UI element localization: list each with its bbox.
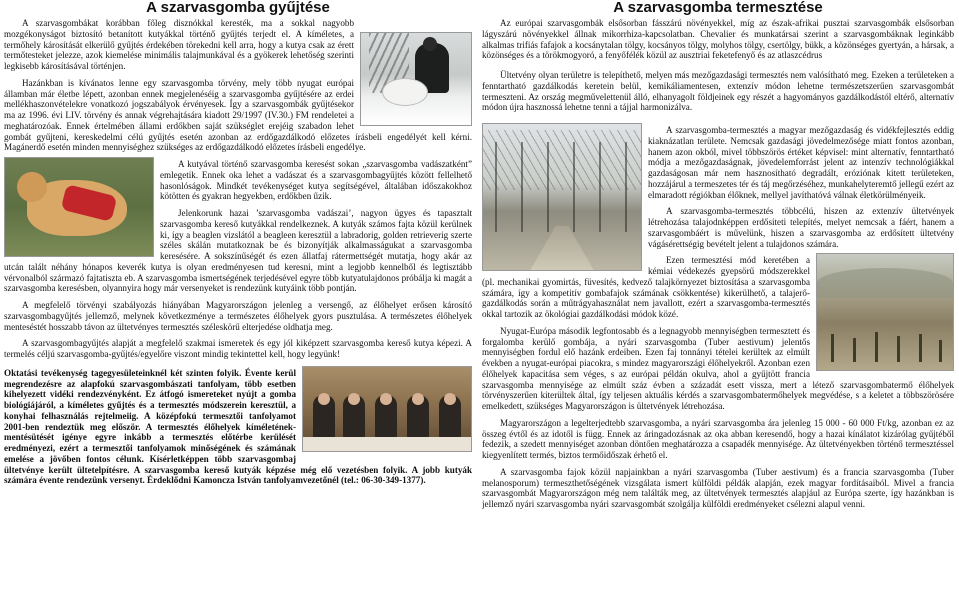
knowledge-paragraph: A szarvasgombagyűjtés alapját a megfelelő szakmai ismeretek és egy jól kiképzett szarvasgomba kereső kutya képezi. A termelés céljú szarvasgomba-gyűjtés/egyelőre viszont mindig tekintettel kell, hogy legyünk! [4,338,472,359]
species-paragraph: A szarvasgomba fajok közül napjainkban a nyári szarvasgomba (Tuber aestivum) és a francia szarvasgomba (Tuber melanosporum) termeszthetőségének vizsgálata ismert külföldi példák alapján, ezek magyar fordításaiból. Mivel a francia szarvasgombát Magyarországon még nem találták meg, az ültetvények termesztés alapjául az Európa szerte, így hazánkban is jellemző nyári szarvasgomba nyári szarvasgombát szolgálja külföldi eredményeket csélezni alapul venni. [482,466,954,509]
left-title: A szarvasgomba gyűjtése [146,0,330,16]
law-paragraph: Hazánkban is kívánatos lenne egy szarvasgomba törvény, mely több nyugat európai államban már életbe lépett, azonban ennek megjelenéséig a szarvasgomba gyűjtésére az erdei mellékhaszonvételekre vonatkozó jogszabályok érvényesek. Így a szarvasgombák gyűjtésekor ma az 1996. évi LIV. törvény és annak végrehajtására kiadott 29/1997 (IV.30.) FM rendeletei a meghatározóak. Ennek értelmében állami erdőkben saját szükséglet erejéig szabadon lehet gombát gyűjteni, kereskedelmi célú gyűjtés esetén azonban az erdőgazdálkodó előzetes írásbeli engedélyét kell kérni. Magánerdő esetén minden mennyiséghez szükséges az erdőgazdálkodó előzetes írásbeli engedélye. [4,77,472,153]
agriculture-value-paragraph: A szarvasgomba-termesztés a magyar mezőgazdaság és vidékfejlesztés eddig kiaknázatlan területe. Nemcsak gazdasági jövedelmezősége miatt fontos azonban, hanem azon okból, mivel többszörös értéket képvisel: mint alternatív, fenntartható módja a mezőgazdaságnak, jövedelemforrást jelent az intenzív technológiákkal gazdaságosan már nem hasznosítható degradált, eróziónak kitett területeken, hozzájárul a termeszetes tér és táj megőrzéséhez, munkahelyteremtő jellegű ezért az elmaradott régiókban élőknek, mellyel javíthatóvá válnak életkörülményeik. [648,125,954,200]
plantation-land-paragraph: Ültetvény olyan területre is telepíthető, melyen más mezőgazdasági termesztés nem valósítható meg. Ezeken a területeken a fenntartható gazdálkodás keretein belül, kemikáliamentesen, extenzív módon lehetne természetszerűen szarvasgombát termeszteni. Az ország megművelettenül álló, elhanyagolt földjeinek egy részét a hagyományos gazdálkodástól eltérő, alternatív módon újra hasznossá lehetne tenni a tájjal harmonizálva. [482,70,954,113]
right-column [482,0,954,615]
regulation-paragraph: A megfelelő törvényi szabályozás hiányában Magyarországon jelenleg a versengő, az élőhelyet erősen károsító szarvasgombagyűjtés jellemző, melynek következménye a természetes élőhelyek gyors pusztulása. A természetes élőhelyek menteséstét hosszabb távon az ültetvényes termesztés széleskörű elterjedése oldhatja meg. [4,300,472,332]
education-paragraph: Oktatási tevékenység tagegyesületeinknél két szinten folyik. Évente kerül megrendezésre az alapfokú szarvasgombászati tanfolyam, több esetben kihelyezett vidéki rendezvényként. Ez átfogó ismereteket nyújt a gomba biológiájáról, a kíméletes gyűjtés és a termesztés módszerein keresztül, a konyhai felhasználás rejtelmeiig. A középfokú termesztői tanfolyamot 2001-ben rendeztük meg először. A termesztés élőhelyek kíméletének-mentésütését igénye egyre inkább a termesztés előtérbe kerülését eredményezi, ezért a termesztői tanfolyamok minőségének és számának emelése a jövőben fontos célunk. Kísérletképpen több szarvasgombaj ültetvénye került ültetelpítésre. A szarvasgomba kereső kutyák képzése még elő vezetésben folyik. A jobb kutyák számára évente rendezünk versenyt. Érdeklődni Kamoncza István tanfolyamvezetőnél (tel.: 06-30-349-1377). [4,367,472,486]
multipurpose-paragraph: A szarvasgomba-termesztés többcélú, hiszen az extenzív ültetvények létrehozása talajodnképpen erdősíteti telepítés, melyet nemcsak a fáért, hanem a szarvasgombáért is művelünk, hiszen a szarvasgomba az erdősített ültetvény vágásérettségig bevételt jelent a tulajdonos számára. [648,206,954,249]
price-paragraph: Magyarországon a legelterjedtebb szarvasgomba, a nyári szarvasgomba ára jelenleg 15 000 - 60 000 Ft/kg, azonban ez az összeg évtől és az idotől is függ. Ennek az áringadozásnak az oka abban keresendő, hogy a hazai kínálatot kizárólag gyűjtéből fedezik, a szedett mennyiséget azonban döntően meghatározza a csapadék mennyisége. Az ültetvényekben történő termesztéssel kiegyenlített termés, biztos termőidőszak érhető el. [482,417,954,460]
left-column [4,0,472,615]
collecting-intro-paragraph: A szarvasgombákat korábban főleg disznókkal keresték, ma a sokkal nagyobb mozgékonyságot biztosító betanított kutyákkal történő gyűjtés terjedt el. A kíméletes, a termőhely károsítását elkerülő gyűjtés érdekében törekedni kell arra, hogy a kutya csak az érett termőtesteket jelezze, azok kiemelése minimális talajmunkával és a gyökerek lehetőség szerinti legkisebb károsításával történjen. [4,18,354,71]
right-title: A szarvasgomba termesztése [613,0,823,16]
truffle-hunter-photo [360,32,472,126]
orchard-photo [482,123,642,271]
truffle-hunting-paragraph: A kutyával történő szarvasgomba keresést sokan „szarvasgomba vadászatként” emlegetik. Ennek oka lehet a vadászat és a szarvasgombagyűjtés között fellelhető hasonlóságok. Mindkét tevékenységet kutya segítségével, általában időszakokhoz kötötten és gyakran hegyekben, erdőkben űzik. [160,159,472,202]
retriever-dog-photo [4,157,154,257]
ecological-method-paragraph: Ezen termesztési mód keretében a kémiai védekezés gyepsörű módszerekkel (pl. mechanikai gyomirtás, füvesítés, kedvező talajkörnyezet biztosítása a szarvasgomba számára, így a kompetitív gombafajok számának csökkentése) kikerülhető, a talajerő-gazdálkodás során a műtrágyahasználat nem javallott, ezért a szarvasgomba-termesztés okkal tartozik az ökológiai gazdálkodási módok közé. [482,255,810,319]
hunting-dogs-paragraph: Jelenkorunk hazai ’szarvasgomba vadászai’, nagyon ügyes és tapasztalt szarvasgomba kereső kutyákkal rendelkeznek. A kutyák számos fajta közül kerülnek ki, így a beaglen vizslától a beagleen keresztül a labradorig, golden retrieverig szerte széles skálán mutatkoznak be és bizonyítják alkalmasságukat a szarvasgomba keresésére. A sokszínűségét és ezen állatfaj rátermettségét mutatja, hogy akár az utcán talált néhány hónapos keverék kutya is olyan eredményesen tud keresni, mint a legjobb kennelből és legtisztább vérvonalból származó fajtatiszta eb. A szarvasgomba ismertségének terjedésével egyre több kutyatulajdonos próbálja ki magát a szarvasgomba keresésben, olyannyira hogy már versenyeket is rendezünk kutyáink több pontján. [4,208,472,294]
training-group-photo [302,366,472,452]
summer-truffle-paragraph: Nyugat-Európa második legfontosabb és a legnagyobb mennyiségben termesztett és forgalomba kerülő gombája, a nyári szarvasgomba (Tuber aestivum) jelentős mennyiségben fordul elő hazánk erdeiben. Ezen faj tonnányi tételei kerültek az elmúlt években a nyugat-európai piacokra, s mindez magyarországi élőhelyekről. Azonban ezen élőhelyek kapacitása sem véges, s az európai példán okulva, ahol a gyűjtött francia szarvasgomba mennyisége az elmúlt száz évben a századát esett vissza, mert a létező szarvasgombatermő élőhelyek törvényszerűen kiterültek által, így teljesen aktuális kérdés a szarvasgombatermőhelyek megvédése, s a keletet a többszörösére emelkedett, szükséges Magyarországon is ültetvények létrehozása. [482,325,954,411]
host-trees-paragraph: Az európai szarvasgombák elsősorban fásszárú növényekkel, míg az észak-afrikai pusztai szarvasgombák elsősorban lágyszárú növényekkel állnak mikorrhiza-kapcsolatban. Chevalier és munkatársai szerint a szarvasgombáknak leginkább alkalmas trifiás fafajok a kocsánytalan tölgy, kocsányos tölgy, molyhos tölgy, csertölgy, bükk, a közönséges gyertyán, a hársak, a közönséges és a törökmogyoró, a fenyőfélék közül az ausztriai feketefenyő és az atlaszcédrus [482,18,954,61]
young-plantation-photo [816,253,954,371]
